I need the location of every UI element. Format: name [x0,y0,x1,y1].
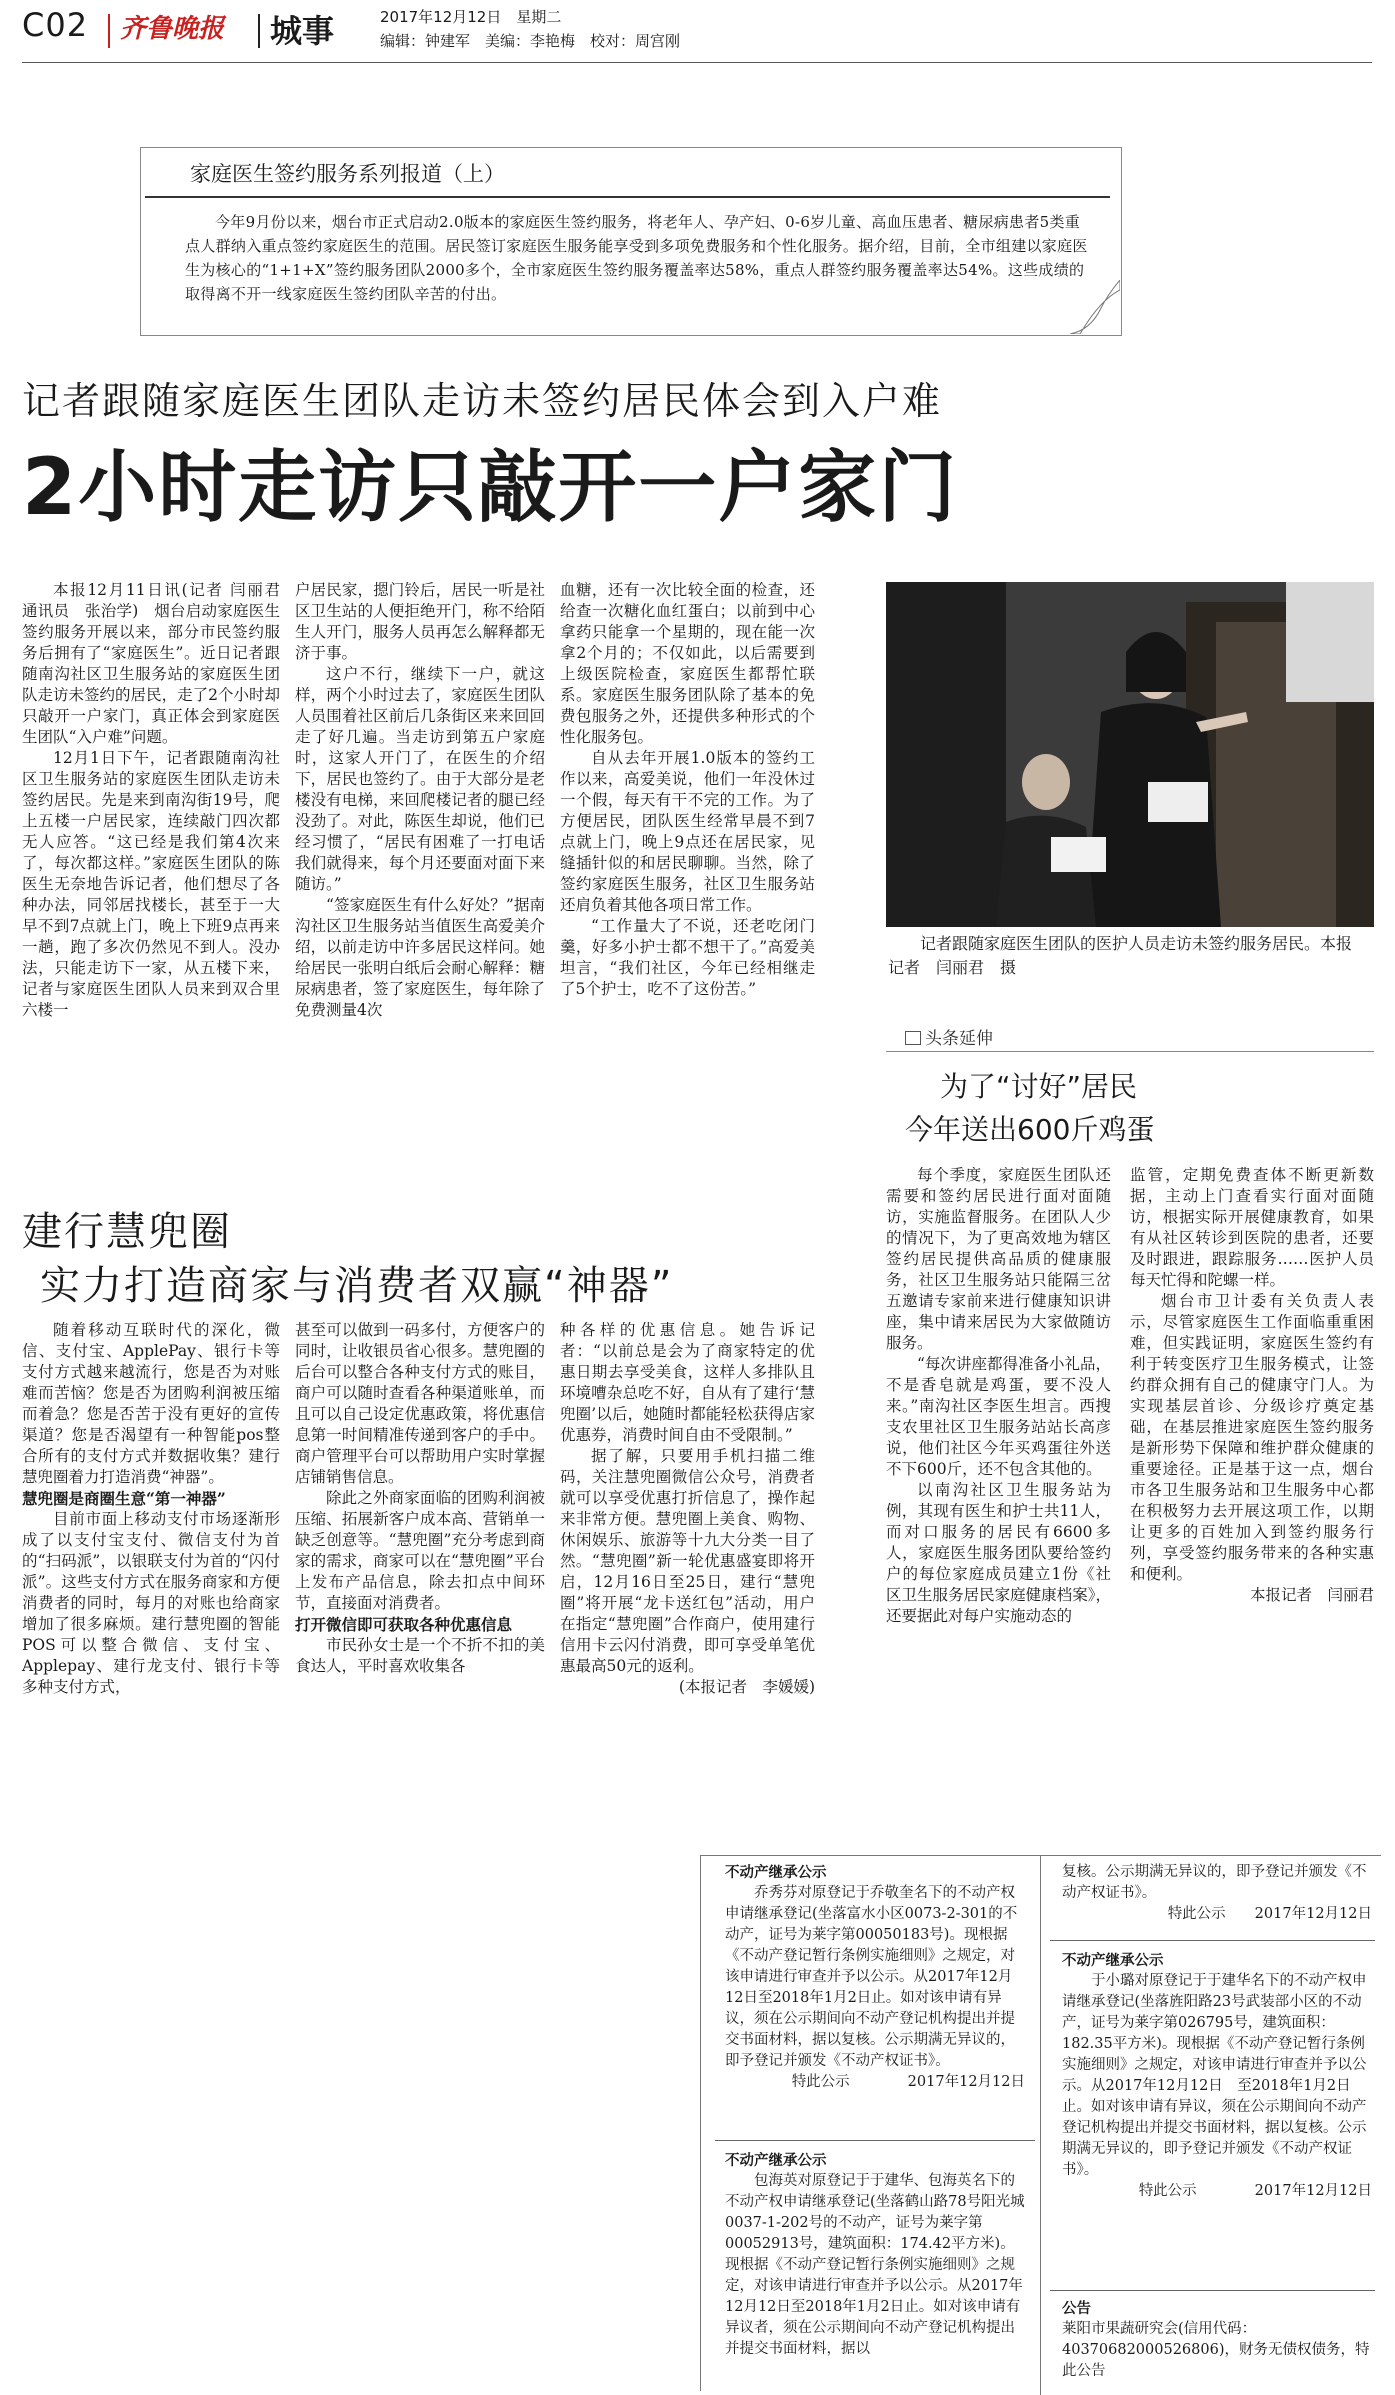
page-number: C02 [22,6,89,44]
byline: (本报记者 李媛媛) [678,1678,815,1696]
article1-column-2 [295,580,545,1021]
notice-2 [725,2150,1025,2360]
notice-body: 于小璐对原登记于于建华名下的不动产权申请继承登记(坐落旌阳路23号武装部小区的不动产，证号为莱字第026795号，建筑面积：182.35平方米)。现根据《不动产登记暂行条例实施细则》之规定，对该申请进行审查并予以公示。从2017年12月12日 至2018年1月2日止。如对该申请有异议，须在公示期间向不动产登记机构提出并提交书面材料，据以复核。公示期满无异议的，即予登记并颁发《不动产权证书》。 [1062,1973,1367,2178]
notice-signature: 特此公示 2017年12月12日 [791,2074,1025,2090]
divider [258,14,260,48]
divider [108,14,110,48]
notice-title: 不动产继承公示 [725,1864,827,1881]
sidebar-title-line1: 为了“讨好”居民 [940,1070,1138,1103]
notice-2-continued [1062,1862,1372,1925]
paragraph: 每个季度，家庭医生团队还需要和签约居民进行面对面随访，实施监督服务。在团队人少的情况下，为了更高效地为辖区签约居民提供高品质的健康服务，社区卫生服务站只能隔三岔五邀请专家前来进行健康知识讲座，集中请来居民为大家做随访服务。 [886,1166,1111,1352]
paragraph: 除此之外商家面临的团购利润被压缩、拓展新客户成本高、营销单一缺乏创意等。“慧兜圈”充分考虑到商家的需求，商家可以在“慧兜圈”平台上发布产品信息，除去扣点中间环节，直接面对消费者。 [295,1489,545,1612]
paragraph: 血糖，还有一次比较全面的检查，还给查一次糖化血红蛋白；以前到中心拿药只能拿一个星期的，现在能一次拿2个月的；不仅如此，以后需要到上级医院检查，家庭医生都帮忙联系。家庭医生服务团队除了基本的免费包服务之外，还提供多种形式的个性化服务包。 [560,581,815,746]
notice-signature: 特此公示 2017年12月12日 [1138,2183,1372,2199]
article1-column-1 [22,580,296,1021]
divider [1040,1855,1041,2395]
article2-title-line2: 实力打造商家与消费者双赢“神器” [40,1263,674,1309]
newspaper-logo: 齐鲁晚报 [120,14,225,44]
article2-column-2 [295,1320,545,1677]
paragraph: 据了解，只要用手机扫描二维码，关注慧兜圈微信公众号，消费者就可以享受优惠打折信息了，操作起来非常方便。慧兜圈上美食、购物、休闲娱乐、旅游等十九大分类一目了然。“慧兜圈”新一轮优惠盛宴即将开启，12月16日至25日，建行“慧兜圈”将开展“龙卡送红包”活动，用户在指定“慧兜圈”合作商户，使用建行信用卡云闪付消费，即可享受单笔优惠最高50元的返利。 [560,1447,815,1675]
masthead [0,0,1395,62]
notice-body: 乔秀芬对原登记于乔敬奎名下的不动产权申请继承登记(坐落富水小区0073-2-301的不动产，证号为莱字第00050183号)。现根据《不动产登记暂行条例实施细则》之规定，对该申请进行审查并予以公示。从2017年12月12日至2018年1月2日止。如对该申请有异议，须在公示期间向不动产登记机构提出并提交书面材料，据以复核。公示期满无异议的，即予登记并颁发《不动产权证书》。 [725,1885,1018,2069]
paragraph: “签家庭医生有什么好处？”据南沟社区卫生服务站当值医生高爱美介绍，以前走访中许多居民这样问。她给居民一张明白纸后会耐心解释：糖尿病患者，签了家庭医生，每年除了免费测量4次 [295,896,545,1019]
notice-title: 不动产继承公示 [1062,1952,1164,1969]
paragraph: 甚至可以做到一码多付，方便客户的同时，让收银员省心很多。慧兜圈的后台可以整合各种支付方式的账目，商户可以随时查看各种渠道账单，而且可以自己设定优惠政策，将优惠信息第一时间精准传递到客户的手中。商户管理平台可以帮助用户实时掌握店铺销售信息。 [295,1321,545,1486]
article-subhead: 记者跟随家庭医生团队走访未签约居民体会到入户难 [22,379,943,423]
paragraph: 这户不行，继续下一户，就这样，两个小时过去了，家庭医生团队人员围着社区前后几条街区来来回回走了好几遍。当走访到第五户家庭时，这家人开门了，在医生的介绍下，居民也签约了。由于大部分是老楼没有电梯，来回爬楼记者的腿已经没劲了。对此，陈医生却说，他们已经习惯了，“居民有困难了一打电话我们就得来，每个月还要面对面下来随访。” [295,665,545,893]
paragraph: 监管，定期免费查体不断更新数据，主动上门查看实行面对面随访，根据实际开展健康教育，如果有从社区转诊到医院的患者，还要及时跟进，跟踪服务……医护人员每天忙得和陀螺一样。 [1130,1166,1374,1289]
sidebar-column-1 [886,1165,1111,1627]
article2-title-line1: 建行慧兜圈 [22,1209,232,1255]
notice-title: 公告 [1062,2300,1091,2317]
sidebar-column-2 [1130,1165,1374,1606]
paragraph: 本报12月11日讯(记者 闫丽君 通讯员 张治学) 烟台启动家庭医生签约服务开展以来，部分市民签约服务后拥有了“家庭医生”。近日记者跟随南沟社区卫生服务站的家庭医生团队走访未签约的居民，走了2个小时却只敲开一户家门，真正体会到家庭医生团队“入户难”问题。 [22,581,296,746]
paragraph: “每次讲座都得准备小礼品，不是香皂就是鸡蛋，要不没人来。”南沟社区李医生坦言。西搜支农里社区卫生服务站站长高彦说，他们社区今年买鸡蛋往外送不下600斤，还不包含其他的。 [886,1355,1111,1478]
section-subhead: 慧兜圈是商圈生意“第一神器” [22,1489,226,1508]
divider [1050,1940,1375,1941]
square-icon [905,1031,921,1045]
divider [1050,2290,1375,2291]
paragraph: 随着移动互联时代的深化，微信、支付宝、ApplePay、银行卡等支付方式越来越流行，您是否为对账难而苦恼？您是否为团购利润被压缩而着急？您是否苦于没有更好的宣传渠道？您是否渴望有一种智能pos整合所有的支付方式并数据收集？建行慧兜圈着力打造消费“神器”。 [22,1321,280,1486]
news-photo [886,582,1374,927]
notice-1 [725,1862,1025,2093]
page-curl-decoration [1070,280,1120,334]
date-line: 2017年12月12日 星期二 [380,8,562,26]
notice-body: 莱阳市果蔬研究会(信用代码：403706820005268​06)，财务无债权债务，特此公告 [1062,2321,1370,2379]
series-intro-text: 今年9月份以来，烟台市正式启动2.0版本的家庭医生签约服务，将老年人、孕产妇、0-6岁儿童、高血压患者、糖尿病患者5类重点人群纳入重点签约家庭医生的范围。居民签订家庭医生服务能享受到多项免费服务和个性化服务。据介绍，目前，全市组建以家庭医生为核心的“1+1+X”签约服务团队2000多个，全市家庭医生签约服务覆盖率达58%，重点人群签约服务覆盖率达54%。这些成绩的取得离不开一线家庭医生签约团队辛苦的付出。 [185,213,1088,303]
notice-body: 复核。公示期满无异议的，即予登记并颁发《不动产权证书》。 [1062,1864,1367,1901]
notice-title: 不动产继承公示 [725,2152,827,2169]
section-subhead: 打开微信即可获取各种优惠信息 [295,1615,513,1634]
sidebar-label [905,1024,993,1049]
top-rule [22,62,1372,63]
paragraph: 户居民家，摁门铃后，居民一听是社区卫生站的人便拒绝开门，称不给陌生人开门，服务人员再怎么解释都无济于事。 [295,581,545,662]
notice-body: 包海英对原登记于于建华、包海英名下的不动产权申请继承登记(坐落鹤山路78号阳光城0037-1-202号的不动产，证号为莱字第00052913号，建筑面积：174.42平方米)。现根据《不动产登记暂行条例实施细则》之规定，对该申请进行审查并予以公示。从2017年12月12日至2018年1月2日止。如对该申请有异议者，须在公示期间向不动产登记机构提出并提交书面材料，据以 [725,2173,1025,2357]
divider [715,2140,1035,2141]
article1-column-3 [560,580,815,1000]
paragraph: 自从去年开展1.0版本的签约工作以来，高爱美说，他们一年没休过一个假，每天有干不完的工作。为了方便居民，团队医生经常早晨不到7点就上门，晚上9点还在居民家，见缝插针似的和居民聊聊。当然，除了签约家庭医生服务，社区卫生服务站还肩负着其他各项日常工作。 [560,749,815,914]
notice-3 [1062,1950,1372,2202]
paragraph: 以南沟社区卫生服务站为例，其现有医生和护士共11人，而对口服务的居民有6600多人，家庭医生服务团队要给签约户的每位家庭成员建立1份《社区卫生服务居民家庭健康档案》，还要据此对每户实施动态的 [886,1481,1111,1625]
notice-4 [1062,2298,1372,2382]
sidebar-label-text: 头条延伸 [925,1029,993,1049]
article-headline: 2小时走访只敲开一户家门 [22,443,959,533]
paragraph: 12月1日下午，记者跟随南沟社区卫生服务站的家庭医生团队走访未签约居民。先是来到南沟街19号，爬上五楼一户居民家，连续敲门四次都无人应答。“这已经是我们第4次来了，每次都这样。”家庭医生团队的陈医生无奈地告诉记者，他们想尽了各种办法，同邻居找楼长，甚至于一大早不到7点就上门，晚上下班9点再来一趟，跑了多次仍然见不到人。没办法，只能走访下一家，从五楼下来，记者与家庭医生团队人员来到双合里六楼一 [22,749,280,1019]
paragraph: 种各样的优惠信息。她告诉记者：“以前总是会为了商家特定的优惠日期去享受美食，这样人多排队且环境嘈杂总吃不好，自从有了建行‘慧兜圈’以后，她随时都能轻松获得店家优惠券，消费时间自由不受限制。” [560,1321,815,1444]
article2-column-1 [22,1320,280,1698]
photo-illustration [886,582,1374,927]
paragraph: 市民孙女士是一个不折不扣的美食达人，平时喜欢收集各 [295,1636,545,1675]
sidebar-title-line2: 今年送出600斤鸡蛋 [905,1113,1155,1146]
editors-line: 编辑：钟建军 美编：李艳梅 校对：周宫刚 [380,32,681,50]
paragraph: “工作量大了不说，还老吃闭门羹，好多小护士都不想干了。”高爱美坦言，“我们社区，今年已经相继走了5个护士，吃不了这份苦。” [560,917,815,998]
paragraph: 目前市面上移动支付市场逐渐形成了以支付宝支付、微信支付为首的“扫码派”，以银联支付为首的“闪付派”。这些支付方式在服务商家和方便消费者的同时，每月的对账也给商家增加了很多麻烦。建行慧兜圈的智能POS可以整合微信、支付宝、Applepay、建行龙支付、银行卡等多种支付方式， [22,1510,280,1696]
series-title: 家庭医生签约服务系列报道（上） [190,162,505,186]
photo-caption: 记者跟随家庭医生团队的医护人员走访未签约服务居民。本报记者 闫丽君 摄 [888,934,1353,977]
section-name: 城事 [270,12,335,50]
byline: 本报记者 闫丽君 [1249,1586,1374,1604]
article2-column-3 [560,1320,815,1698]
notice-signature: 特此公示 2017年12月12日 [1167,1906,1372,1922]
paragraph: 烟台市卫计委有关负责人表示，尽管家庭医生工作面临重重困难，但实践证明，家庭医生签约有利于转变医疗卫生服务模式，让签约群众拥有自己的健康守门人。为实现基层首诊、分级诊疗奠定基础，在基层推进家庭医生签约服务是新形势下保障和维护群众健康的重要途径。正是基于这一点，烟台市各卫生服务站和卫生服务中心都在积极努力去开展这项工作，以期让更多的百姓加入到签约服务行列，享受签约服务带来的各种实惠和便利。 [1130,1292,1374,1583]
